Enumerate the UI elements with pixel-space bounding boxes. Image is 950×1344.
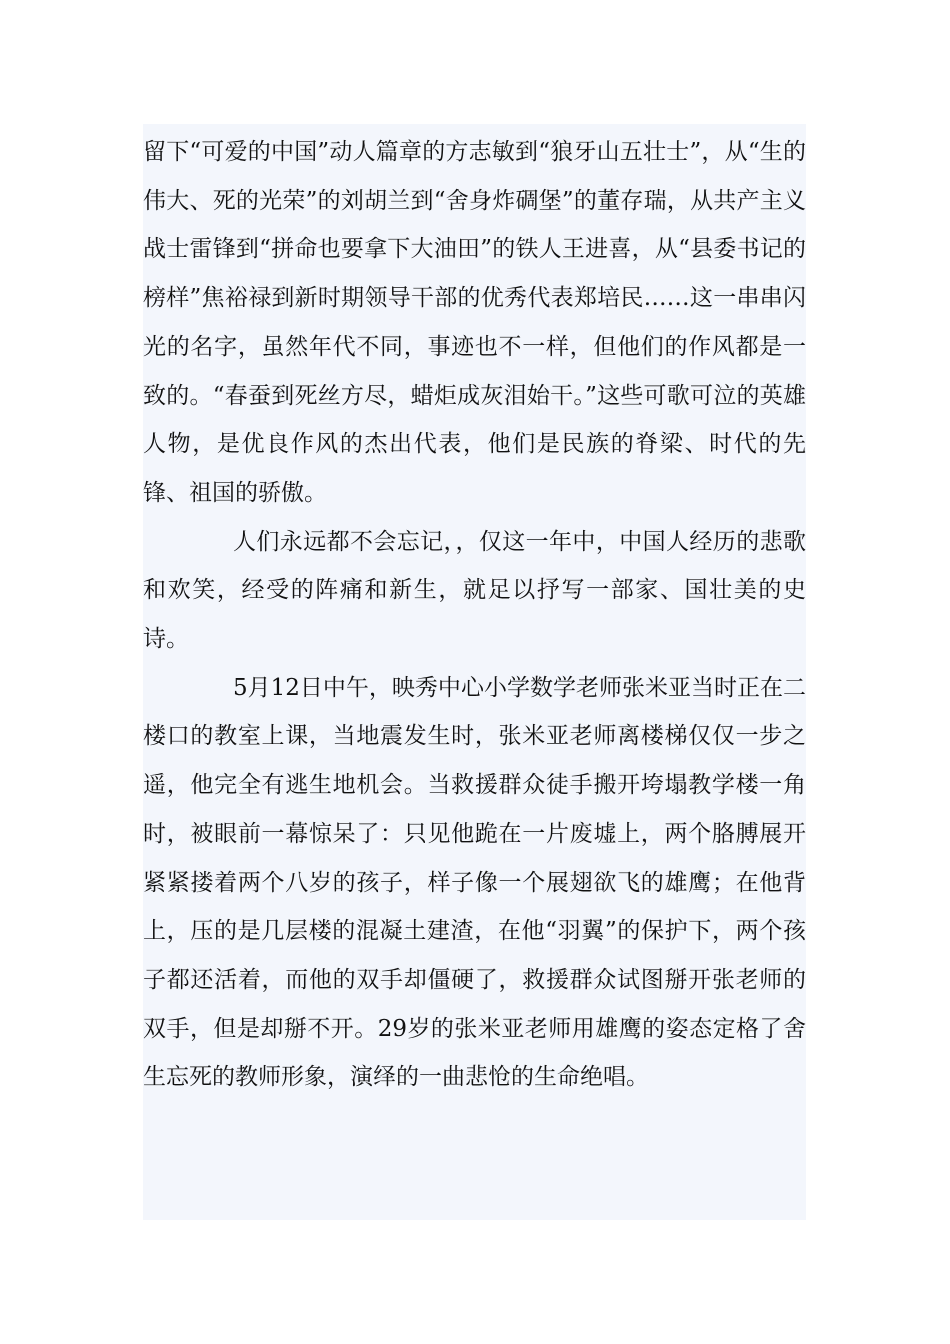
paragraph-heroes: 留下“可爱的中国”动人篇章的方志敏到“狼牙山五壮士”，从“生的伟大、死的光荣”的刘胡兰到“舍身炸碉堡”的董存瑞，从共产主义战士雷锋到“拼命也要拿下大油田”的铁人王进喜，从“县委书记的榜样”焦裕禄到新时期领导干部的优秀代表郑培民……这一串串闪光的名字，虽然年代不同，事迹也不一样，但他们的作风都是一致的。“春蚕到死丝方尽，蜡炬成灰泪始干。”这些可歌可泣的英雄人物，是优良作风的杰出代表，他们是民族的脊梁、时代的先锋、祖国的骄傲。 [143,139,806,506]
paragraph-remember: 人们永远都不会忘记，，仅这一年中，中国人经历的悲歌和欢笑，经受的阵痛和新生，就足以抒写一部家、国壮美的史诗。 [143,528,806,653]
text-block [143,124,806,1220]
paragraph-zhang-miya: 5月12日中午，映秀中心小学数学老师张米亚当时正在二楼口的教室上课，当地震发生时，张米亚老师离楼梯仅仅一步之遥，他完全有逃生地机会。当救援群众徒手搬开垮塌教学楼一角时，被眼前一幕惊呆了：只见他跪在一片废墟上，两个胳膊展开紧紧搂着两个八岁的孩子，样子像一个展翅欲飞的雄鹰；在他背上，压的是几层楼的混凝土建渣，在他“羽翼”的保护下，两个孩子都还活着，而他的双手却僵硬了，救援群众试图掰开张老师的双手，但是却掰不开。29岁的张米亚老师用雄鹰的姿态定格了舍生忘死的教师形象，演绎的一曲悲怆的生命绝唱。 [143,674,806,1091]
